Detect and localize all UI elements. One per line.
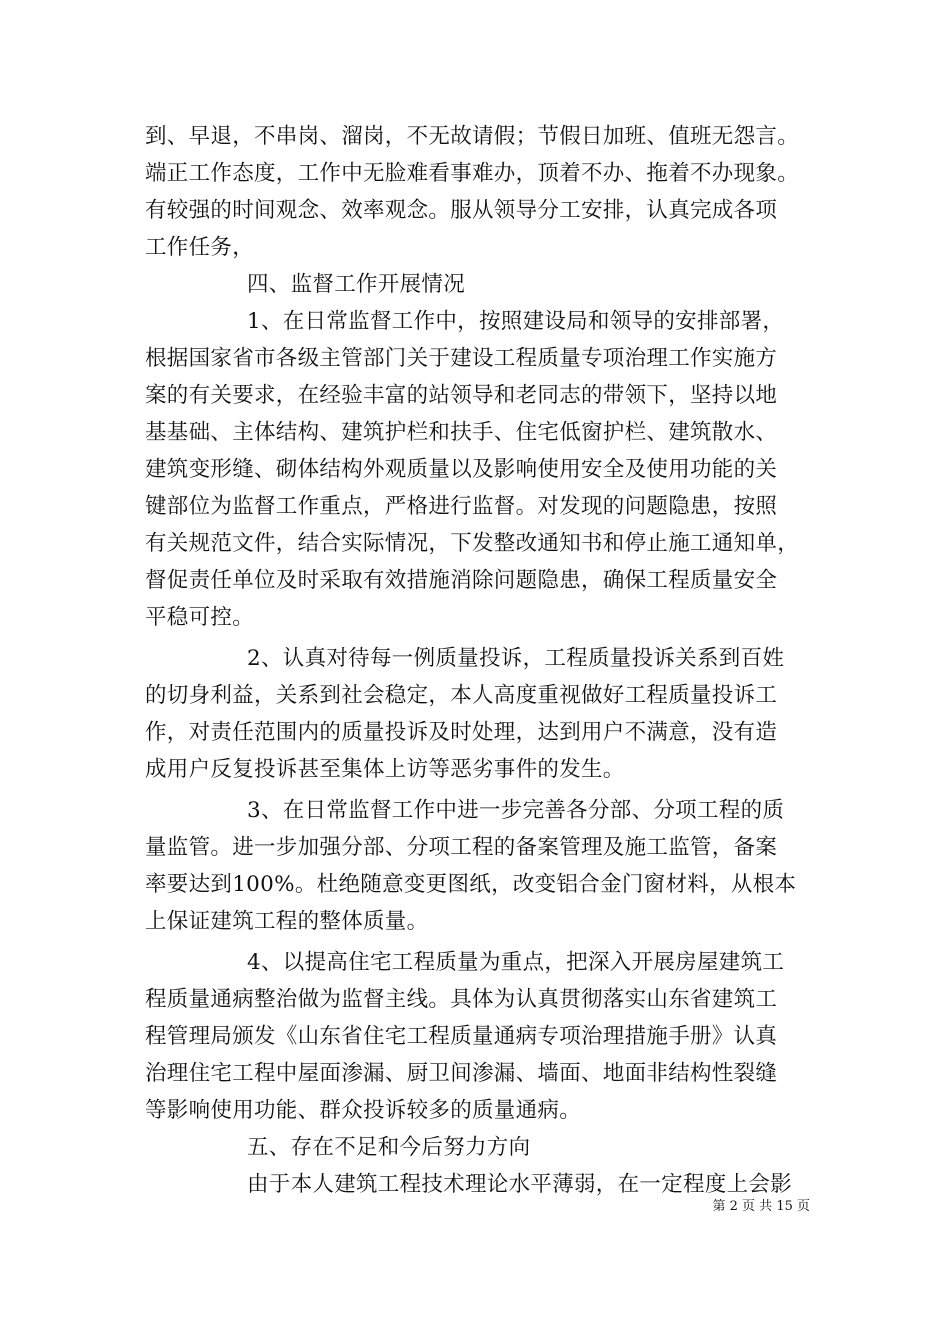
text-line: 1、在日常监督工作中，按照建设局和领导的安排部署， <box>247 309 785 334</box>
text-line: 案的有关要求，在经验丰富的站领导和老同志的带领下，坚持以地 <box>145 383 778 408</box>
text-line: 治理住宅工程中屋面渗漏、厨卫间渗漏、墙面、地面非结构性裂缝 <box>145 1061 778 1086</box>
text-line: 基基础、主体结构、建筑护栏和扶手、住宅低窗护栏、建筑散水、 <box>145 420 778 445</box>
section-heading: 五、存在不足和今后努力方向 <box>247 1135 531 1160</box>
text-line: 的切身利益，关系到社会稳定，本人高度重视做好工程质量投诉工 <box>145 683 778 708</box>
text-line: 有较强的时间观念、效率观念。服从领导分工安排，认真完成各项 <box>145 198 778 223</box>
text-line: 工作任务， <box>145 235 255 260</box>
text-line: 等影响使用功能、群众投诉较多的质量通病。 <box>145 1098 582 1123</box>
text-line: 平稳可控。 <box>145 605 255 630</box>
text-line: 由于本人建筑工程技术理论水平薄弱，在一定程度上会影 <box>247 1172 793 1197</box>
text-line: 4、以提高住宅工程质量为重点，把深入开展房屋建筑工 <box>247 950 785 975</box>
text-line: 作，对责任范围内的质量投诉及时处理，达到用户不满意，没有造 <box>145 720 778 745</box>
text-line: 到、早退，不串岗、溜岗，不无故请假；节假日加班、值班无怨言。 <box>145 124 800 149</box>
text-line: 上保证建筑工程的整体质量。 <box>145 909 429 934</box>
text-line: 2、认真对待每一例质量投诉，工程质量投诉关系到百姓 <box>247 646 785 671</box>
section-heading: 四、监督工作开展情况 <box>247 272 466 297</box>
text-line: 率要达到100%。杜绝随意变更图纸，改变铝合金门窗材料，从根本 <box>145 872 797 897</box>
text-line: 成用户反复投诉甚至集体上访等恶劣事件的发生。 <box>145 757 625 782</box>
text-line: 3、在日常监督工作中进一步完善各分部、分项工程的质 <box>247 798 785 823</box>
text-line: 程管理局颁发《山东省住宅工程质量通病专项治理措施手册》认真 <box>145 1024 778 1049</box>
text-line: 端正工作态度，工作中无脸难看事难办，顶着不办、拖着不办现象。 <box>145 161 800 186</box>
text-line: 程质量通病整治做为监督主线。具体为认真贯彻落实山东省建筑工 <box>145 987 778 1012</box>
text-line: 有关规范文件，结合实际情况，下发整改通知书和停止施工通知单， <box>145 531 800 556</box>
text-line: 建筑变形缝、砌体结构外观质量以及影响使用安全及使用功能的关 <box>145 457 778 482</box>
text-line: 根据国家省市各级主管部门关于建设工程质量专项治理工作实施方 <box>145 346 778 371</box>
text-line: 督促责任单位及时采取有效措施消除问题隐患，确保工程质量安全 <box>145 568 778 593</box>
text-line: 键部位为监督工作重点，严格进行监督。对发现的问题隐患，按照 <box>145 494 778 519</box>
page-number: 第 2 页 共 15 页 <box>712 1199 810 1214</box>
text-line: 量监管。进一步加强分部、分项工程的备案管理及施工监管，备案 <box>145 835 778 860</box>
